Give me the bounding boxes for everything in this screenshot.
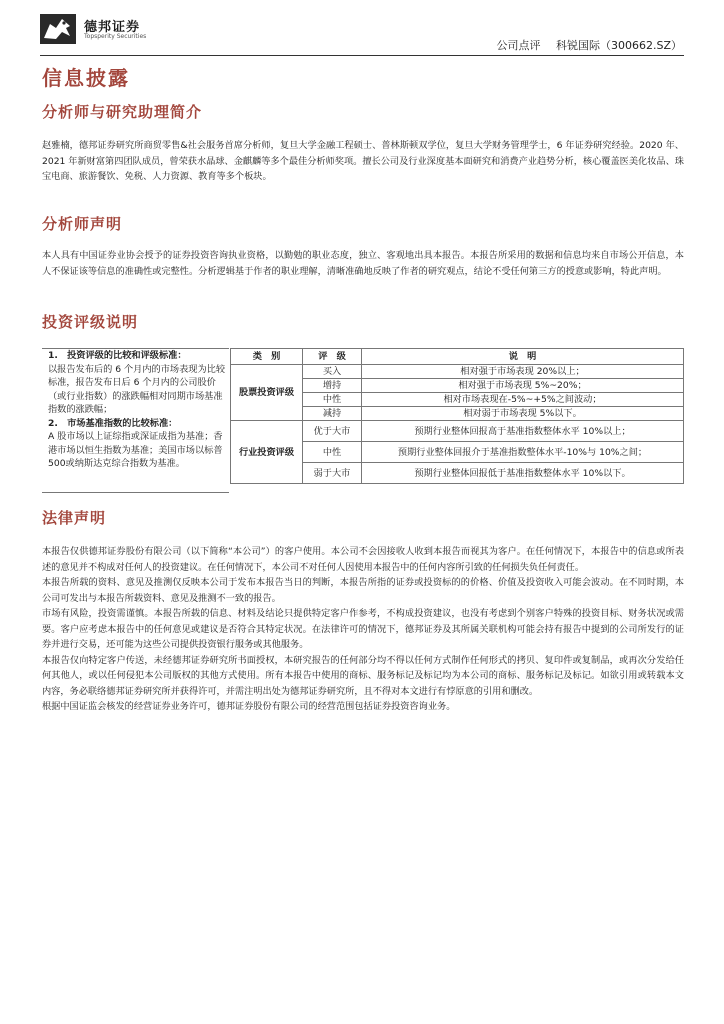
legal-paragraph-4: 本报告仅向特定客户传送，未经德邦证券研究所书面授权，本研究报告的任何部分均不得以任何方式制作任何形式的拷贝、复印件或复制品，或再次分发给任何其他人，或以任何侵犯本公司版权的其他方式使用。所有本报告中使用的商标、服务标记及标记均为本公司的商标、服务标记及标记。如欲引用或转载本文内容，务必联络德邦证券研究所并获得许可，并需注明出处为德邦证券研究所，且不得对本文进行有悖原意的引用和删改。: [42, 654, 684, 697]
legal-paragraph-2: 本报告所载的资料、意见及推测仅反映本公司于发布本报告当日的判断，本报告所指的证券或投资标的的价格、价值及投资收入可能会波动。在不同时期，本公司可发出与本报告所载资料、意见及推测不一致的报告。: [42, 577, 684, 604]
header-report-info: [484, 37, 682, 53]
rating-table: [230, 348, 684, 484]
rating-criteria-text-2: A 股市场以上证综指或深证成指为基准；香港市场以恒生指数为基准；美国市场以标普500或纳斯达克综合指数为基准。: [48, 431, 223, 469]
legal-paragraph-3: 市场有风险，投资需谨慎。本报告所载的信息、材料及结论只提供特定客户作参考，不构成投资建议，也没有考虑到个别客户特殊的投资目标、财务状况或需要。客户应考虑本报告中的任何意见或建议是否符合其特定状况。在法律许可的情况下，德邦证券及其所属关联机构可能会持有报告中提到的公司所发行的证券并进行交易，还可能为这些公司提供投资银行服务或其他服务。: [42, 608, 684, 650]
rating-criteria-heading-2: 2. 市场基准指数的比较标准：: [48, 417, 178, 429]
analyst-intro-text: [42, 138, 684, 185]
legal-text: [42, 544, 684, 715]
rating-heading: 投资评级说明: [42, 313, 139, 331]
company-name: 科锐国际（300662.SZ）: [555, 39, 682, 52]
analyst-statement-text: [42, 248, 684, 279]
grade-cell: 中性: [303, 442, 362, 463]
description-cell: 预期行业整体回报低于基准指数整体水平 10%以下。: [362, 463, 684, 484]
rating-criteria: [42, 348, 229, 493]
rating-table-header: [231, 349, 684, 365]
company-logo: [40, 14, 170, 46]
page-header: [0, 0, 724, 60]
grade-cell: 弱于大市: [303, 463, 362, 484]
analyst-statement-heading: 分析师声明: [42, 215, 123, 233]
grade-cell: 减持: [303, 407, 362, 421]
industry-rating-category: 行业投资评级: [231, 421, 303, 484]
table-row: [231, 365, 684, 379]
page-title: 信息披露: [42, 66, 130, 90]
rating-criteria-text-1: 以报告发布后的 6 个月内的市场表现为比较标准，报告发布日后 6 个月内的公司股价（或行业指数）的涨跌幅相对同期市场基准指数的涨跌幅；: [48, 363, 226, 415]
grade-cell: 中性: [303, 393, 362, 407]
table-row: [231, 421, 684, 442]
description-cell: 相对强于市场表现 20%以上；: [362, 365, 684, 379]
grade-cell: 优于大市: [303, 421, 362, 442]
stock-rating-category: 股票投资评级: [231, 365, 303, 421]
col-grade: 评 级: [303, 349, 362, 365]
grade-cell: 买入: [303, 365, 362, 379]
description-cell: 相对强于市场表现 5%~20%；: [362, 379, 684, 393]
legal-heading: 法律声明: [42, 509, 107, 527]
logo-icon: [40, 14, 76, 44]
description-cell: 预期行业整体回报介于基准指数整体水平-10%与 10%之间；: [362, 442, 684, 463]
legal-paragraph-5: 根据中国证监会核发的经营证券业务许可，德邦证券股份有限公司的经营范围包括证券投资咨询业务。: [42, 701, 456, 712]
analyst-intro-paragraph: 赵雅楠，德邦证券研究所商贸零售&社会服务首席分析师，复旦大学金融工程硕士、普林斯顿双学位，复旦大学财务管理学士，6 年证券研究经验。2020 年、2021 年新财富第四团队成员，曾荣获水晶球、金麒麟等多个最佳分析师奖项。擅长公司及行业深度基本面研究和消费产业趋势分析，核心覆盖医美化妆品、珠宝电商、旅游餐饮、免税、人力资源、教育等多个板块。: [42, 140, 684, 182]
description-cell: 相对弱于市场表现 5%以下。: [362, 407, 684, 421]
col-category: 类 别: [231, 349, 303, 365]
logo-text-en: Topsperity Securities: [84, 33, 147, 40]
report-type: 公司点评: [496, 39, 541, 52]
analyst-intro-heading: 分析师与研究助理简介: [42, 103, 203, 121]
header-divider: [40, 55, 684, 56]
description-cell: 预期行业整体回报高于基准指数整体水平 10%以上；: [362, 421, 684, 442]
logo-text-cn: 德邦证券: [84, 20, 141, 35]
col-description: 说 明: [362, 349, 684, 365]
rating-criteria-heading-1: 1. 投资评级的比较和评级标准：: [48, 350, 187, 361]
analyst-statement-paragraph: 本人具有中国证券业协会授予的证券投资咨询执业资格，以勤勉的职业态度，独立、客观地出具本报告。本报告所采用的数据和信息均来自市场公开信息，本人不保证该等信息的准确性或完整性。分析逻辑基于作者的职业理解，清晰准确地反映了作者的研究观点，结论不受任何第三方的授意或影响，特此声明。: [42, 250, 684, 277]
description-cell: 相对市场表现在-5%~+5%之间波动；: [362, 393, 684, 407]
legal-paragraph-1: 本报告仅供德邦证券股份有限公司（以下简称“本公司”）的客户使用。本公司不会因接收人收到本报告而视其为客户。在任何情况下，本报告中的信息或所表述的意见并不构成对任何人的投资建议。在任何情况下，本公司不对任何人因使用本报告中的任何内容所引致的任何损失负任何责任。: [42, 546, 684, 573]
grade-cell: 增持: [303, 379, 362, 393]
